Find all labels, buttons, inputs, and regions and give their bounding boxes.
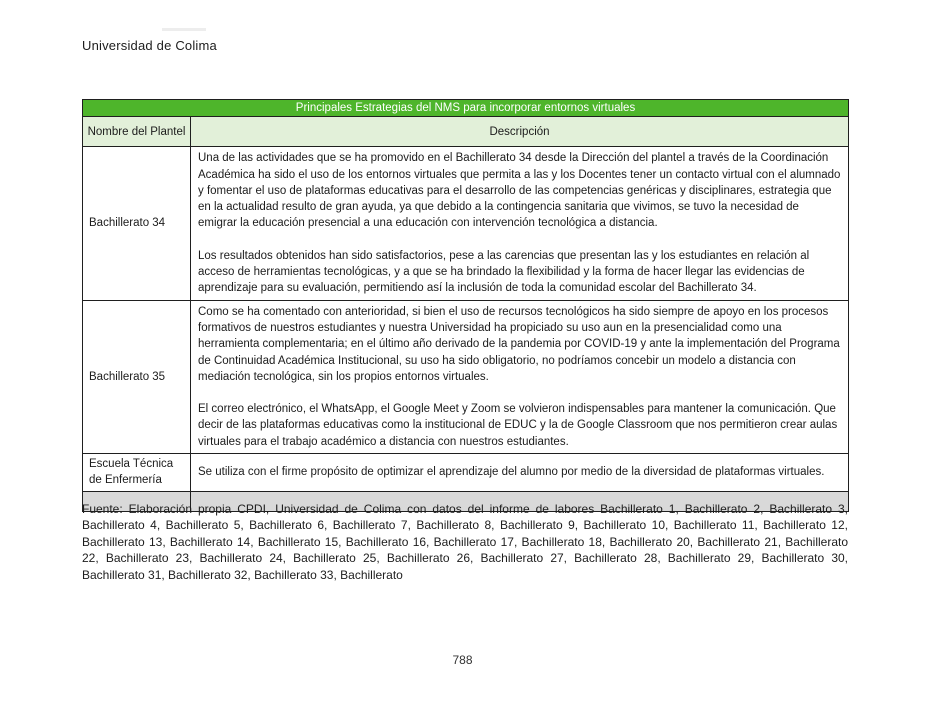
plantel-description (191, 147, 849, 300)
description-paragraph: Se utiliza con el firme propósito de optimizar el aprendizaje del alumno por medio de la diversidad de plataformas virtuales. (198, 466, 825, 479)
column-header-plantel: Nombre del Plantel (83, 117, 191, 147)
plantel-description (191, 300, 849, 453)
header-rule-mark (162, 28, 206, 31)
plantel-name: Bachillerato 35 (83, 300, 191, 453)
table-title: Principales Estrategias del NMS para incorporar entornos virtuales (83, 100, 849, 117)
plantel-name: Bachillerato 34 (83, 147, 191, 300)
table-row (83, 300, 849, 453)
plantel-description (191, 454, 849, 492)
page-number: 788 (452, 653, 473, 667)
table-row (83, 454, 849, 492)
description-paragraph: Como se ha comentado con anterioridad, si bien el uso de recursos tecnológicos ha sido siempre de apoyo en los procesos formativos de nuestros estudiantes y nuestra Universidad ha propiciado su uso aun en la presencialidad como una herramienta complementaria; en el último año derivado de la pandemia por COVID-19 y ante la implementación del Programa de Continuidad Académica Institucional, su uso ha sido obligatorio, no podríamos concebir un modelo a distancia con mediación tecnológica, sin los propios entornos virtuales. (198, 305, 840, 383)
description-paragraph: Los resultados obtenidos han sido satisfactorios, pese a las carencias que presentan las y los estudiantes en relación al acceso de herramientas tecnológicas, y a que se ha brindado la flexibilidad y la forma de hacer llegar las evidencias de aprendizaje para su evaluación, permitiendo así la inclusión de toda la comunidad escolar del Bachillerato 34. (198, 249, 810, 295)
column-header-descripcion: Descripción (191, 117, 849, 147)
strategies-table (82, 99, 849, 512)
table-row (83, 147, 849, 300)
description-paragraph: Una de las actividades que se ha promovido en el Bachillerato 34 desde la Dirección del plantel a través de la Coordinación Académica ha sido el uso de los entornos virtuales que permita a las y los Docentes tener un contacto virtual con el alumnado y fomentar el uso de plataformas educativas para el desarrollo de las competencias genéricas y disciplinares, estrategia que en la actualidad resulto de gran ayuda, ya que debido a la contingencia sanitaria que vivimos, se tuvo la necesidad de emigrar la educación presencial a una educación con intervención tecnológica a distancia. (198, 152, 841, 230)
description-paragraph: El correo electrónico, el WhatsApp, el Google Meet y Zoom se volvieron indispensables para mantener la comunicación. Que decir de las plataformas educativas como la institucional de EDUC y la de Google Classroom que nos permitieron crear aulas virtuales para el trabajo académico a distancia con nuestros estudiantes. (198, 403, 838, 448)
table-column-header-row (83, 117, 849, 147)
plantel-name: Escuela Técnica de Enfermería (83, 454, 191, 492)
document-header-title: Universidad de Colima (82, 38, 217, 53)
source-note: Fuente: Elaboración propia CPDI, Universidad de Colima con datos del informe de labores Bachillerato 1, Bachillerato 2, Bachillerato 3, Bachillerato 4, Bachillerato 5, Bachillerato 6, Bachillerato 7, Bachillerato 8, Bachillerato 9, Bachillerato 10, Bachillerato 11, Bachillerato 12, Bachillerato 13, Bachillerato 14, Bachillerato 15, Bachillerato 16, Bachillerato 17, Bachillerato 18, Bachillerato 20, Bachillerato 21, Bachillerato 22, Bachillerato 23, Bachillerato 24, Bachillerato 25, Bachillerato 26, Bachillerato 27, Bachillerato 28, Bachillerato 29, Bachillerato 30, Bachillerato 31, Bachillerato 32, Bachillerato 33, Bachillerato (82, 502, 848, 582)
table-title-row (83, 100, 849, 117)
